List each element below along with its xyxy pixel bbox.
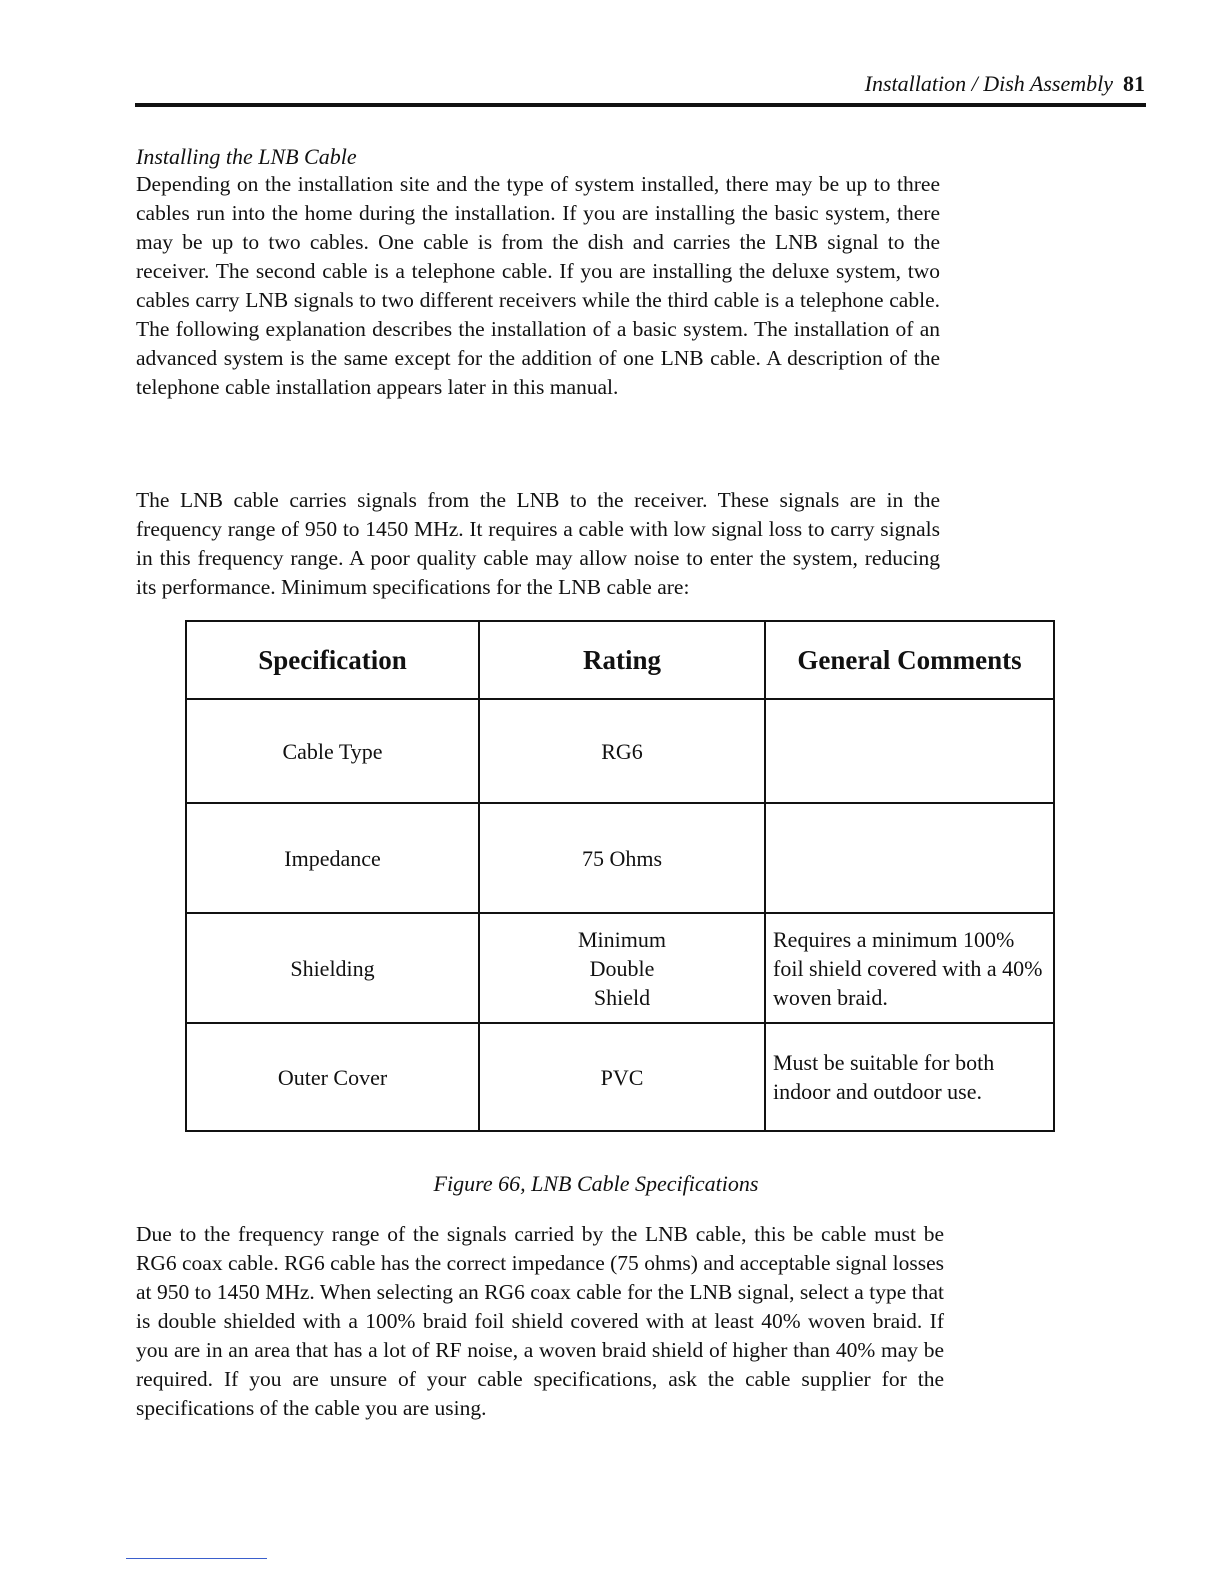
header-rating: Rating bbox=[479, 621, 765, 699]
comment-cell: Requires a minimum 100% foil shield covered with a 40% woven braid. bbox=[765, 913, 1054, 1023]
table-header-row bbox=[186, 621, 1054, 699]
table-row bbox=[186, 803, 1054, 913]
spec-cell: Impedance bbox=[186, 803, 479, 913]
rating-cell: Minimum Double Shield bbox=[479, 913, 765, 1023]
header-rule bbox=[135, 103, 1146, 107]
comment-cell bbox=[765, 803, 1054, 913]
header-general-comments: General Comments bbox=[765, 621, 1054, 699]
spec-cell: Outer Cover bbox=[186, 1023, 479, 1131]
running-title: Installation / Dish Assembly bbox=[864, 71, 1113, 96]
intro-paragraph: Depending on the installation site and the type of system installed, there may be up to three cables run into the home during the installation. If you are installing the basic system, there may be up to two cables. One cable is from the dish and carries the LNB signal to the receiver. The second cable is a telephone cable. If you are installing the deluxe system, two cables carry LNB signals to two different receivers while the third cable is a telephone cable. The following explanation describes the installation of a basic system. The installation of an advanced system is the same except for the addition of one LNB cable. A description of the telephone cable installation appears later in this manual. bbox=[136, 172, 940, 399]
comment-cell: Must be suitable for both indoor and outdoor use. bbox=[765, 1023, 1054, 1131]
spec-cell: Cable Type bbox=[186, 699, 479, 803]
table-row bbox=[186, 699, 1054, 803]
footer-rule bbox=[126, 1558, 267, 1559]
comment-cell bbox=[765, 699, 1054, 803]
running-header bbox=[135, 70, 1145, 98]
signals-paragraph: The LNB cable carries signals from the LNB to the receiver. These signals are in the frequency range of 950 to 1450 MHz. It requires a cable with low signal loss to carry signals in this frequency range. A poor quality cable may allow noise to enter the system, reducing its performance. Minimum specifications for the LNB cable are: bbox=[136, 488, 940, 599]
header-specification: Specification bbox=[186, 621, 479, 699]
rating-cell: RG6 bbox=[479, 699, 765, 803]
rg6-paragraph: Due to the frequency range of the signals carried by the LNB cable, this be cable must be RG6 coax cable. RG6 cable has the correct impedance (75 ohms) and acceptable signal losses at 950 to 1450 MHz. When selecting an RG6 coax cable for the LNB signal, select a type that is double shielded with a 100% braid foil shield covered with at least 40% woven braid. If you are in an area that has a lot of RF noise, a woven braid shield of higher than 40% may be required. If you are unsure of your cable specifications, ask the cable supplier for the specifications of the cable you are using. bbox=[136, 1222, 944, 1420]
table-row bbox=[186, 913, 1054, 1023]
rating-cell: PVC bbox=[479, 1023, 765, 1131]
section-title: Installing the LNB Cable bbox=[136, 144, 357, 169]
page-number: 81 bbox=[1123, 71, 1145, 96]
table-row bbox=[186, 1023, 1054, 1131]
lnb-spec-table bbox=[185, 620, 1055, 1132]
figure-caption: Figure 66, LNB Cable Specifications bbox=[433, 1171, 759, 1196]
rating-cell: 75 Ohms bbox=[479, 803, 765, 913]
spec-cell: Shielding bbox=[186, 913, 479, 1023]
